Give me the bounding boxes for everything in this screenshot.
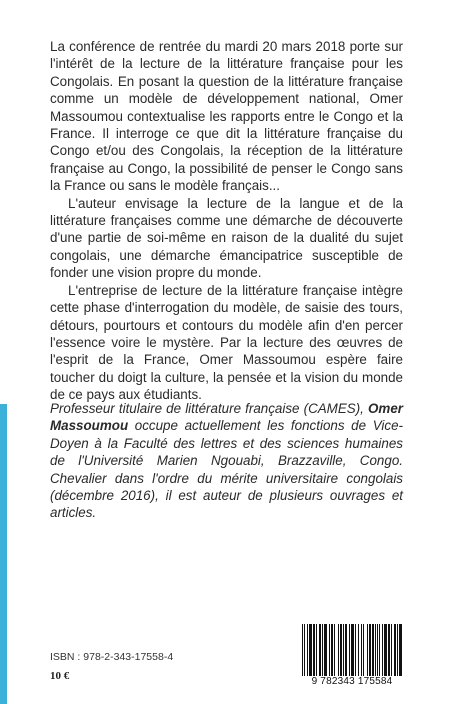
- author-bio: [50, 400, 403, 522]
- barcode-bar: [309, 624, 312, 678]
- barcode-bar: [391, 624, 392, 678]
- barcode-bar: [358, 624, 359, 678]
- barcode-bar: [345, 624, 347, 678]
- barcode-bar: [329, 624, 330, 678]
- barcode-bar: [369, 624, 371, 678]
- barcode-bar: [394, 624, 396, 678]
- barcode-bar: [361, 624, 362, 678]
- barcode-bar: [338, 624, 339, 678]
- barcode-bar: [322, 624, 323, 678]
- price-label: 10 €: [50, 670, 70, 682]
- barcode-bar: [307, 624, 308, 678]
- barcode-digits: 9 782343 175584: [298, 676, 406, 688]
- barcode-bar: [397, 624, 398, 678]
- barcode-bar: [375, 624, 376, 678]
- description-paragraph-3: L'entreprise de lecture de la littérature française intègre cette phase d'interrogation du modèle, de saisie des tours, détours, pourtours et contours du modèle afin d'en percer l'essence voire le mystère. Par la lecture des œuvres de l'esprit de la France, Omer Massoumou espère faire toucher du doigt la culture, la pensée et la vision du monde de ce pays aux étudiants.: [50, 282, 403, 403]
- barcode-bar: [349, 624, 350, 678]
- barcode-bar: [324, 624, 327, 678]
- barcode-bar: [379, 624, 380, 678]
- barcode-bar: [351, 624, 354, 678]
- description-paragraph-2: L'auteur envisage la lecture de la langue et de la littérature françaises comme une démarche de découverte d'une partie de soi-même en raison de la dualité du sujet congolais, une démarche émancipatrice susceptible de fonder une vision propre du monde.: [50, 195, 403, 281]
- barcode-bar: [304, 624, 305, 678]
- barcode-bar: [363, 624, 364, 678]
- back-cover-description: [50, 38, 403, 404]
- barcode-bar: [319, 624, 321, 678]
- barcode-bar: [331, 624, 333, 678]
- author-name: Omer Massoumou: [50, 401, 403, 434]
- barcode-bar: [355, 624, 356, 678]
- barcode-bar: [382, 624, 383, 678]
- author-bio-rest: occupe actuellement les fonctions de Vice-Doyen à la Faculté des lettres et des sciences humaines de l'Université Marien Ngouabi, Brazzaville, Congo. Chevalier dans l'ordre du mérite universitaire congolais (décembre 2016), il est auteur de plusieurs ouvrages et articles.: [50, 418, 403, 521]
- barcode-bar: [302, 624, 303, 678]
- barcode-bar: [340, 624, 342, 678]
- barcode-bar: [313, 624, 315, 678]
- barcode-bar: [388, 624, 390, 678]
- barcode-bar: [334, 624, 335, 678]
- accent-bar: [0, 404, 7, 704]
- barcode-bar: [384, 624, 387, 678]
- barcode-bar: [377, 624, 378, 678]
- barcode-bar: [399, 624, 402, 678]
- author-bio-intro: Professeur titulaire de littérature française (CAMES),: [50, 401, 369, 416]
- barcode-bar: [316, 624, 317, 678]
- barcode-bar: [343, 624, 344, 678]
- barcode-bar: [372, 624, 374, 678]
- description-paragraph-1: La conférence de rentrée du mardi 20 mars 2018 porte sur l'intérêt de la lecture de la littérature française pour les Congolais. En posant la question de la littérature française comme un modèle de développement national, Omer Massoumou contextualise les rapports entre le Congo et la France. Il interroge ce que dit la littérature française du Congo et/ou des Congolais, la réception de la littérature française au Congo, la possibilité de penser le Congo sans la France ou sans le modèle français...: [50, 39, 403, 194]
- barcode-bar: [367, 624, 368, 678]
- isbn-label: ISBN : 978-2-343-17558-4: [50, 651, 174, 663]
